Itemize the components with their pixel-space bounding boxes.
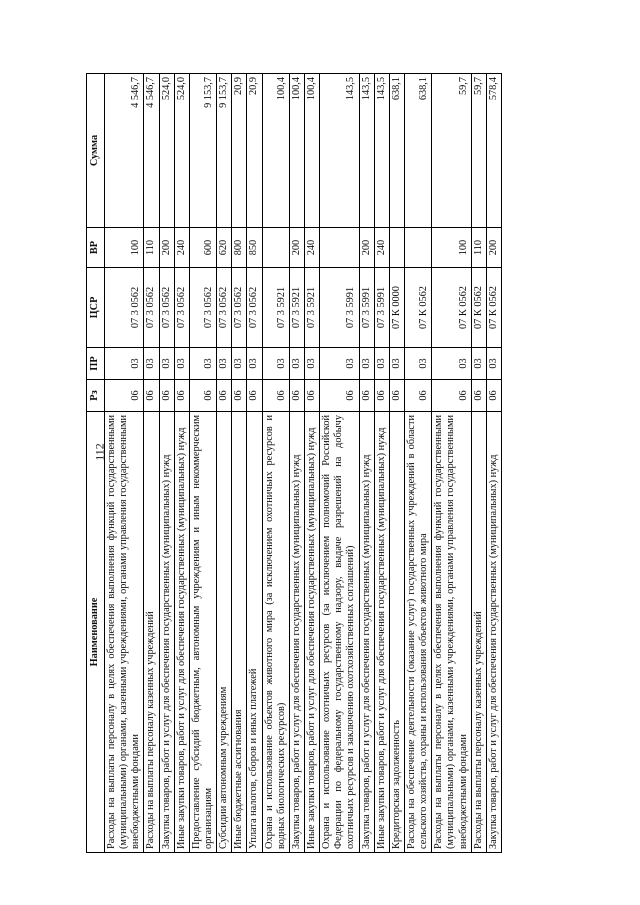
table-container xyxy=(86,74,559,853)
cell-rz: 06 xyxy=(262,380,289,412)
table-row xyxy=(189,74,216,853)
cell-pr: 03 xyxy=(262,348,289,380)
cell-rz: 06 xyxy=(304,380,319,412)
table-body xyxy=(105,74,502,853)
table-row xyxy=(105,74,144,853)
cell-pr: 03 xyxy=(189,348,216,380)
header-pr: ПР xyxy=(87,348,105,380)
cell-vr: 110 xyxy=(471,228,486,268)
cell-name: Предоставление субсидий бюджетным, автономным учреждениям и иным некоммерческим организациям xyxy=(189,412,216,853)
cell-vr: 240 xyxy=(374,228,389,268)
table-row xyxy=(217,74,232,853)
cell-rz: 06 xyxy=(320,380,359,412)
table-row xyxy=(159,74,174,853)
cell-name: Иные закупки товаров, работ и услуг для обеспечения государственных (муниципальных) нужд xyxy=(374,412,389,853)
cell-rz: 06 xyxy=(105,380,144,412)
cell-rz: 06 xyxy=(174,380,189,412)
cell-csr: 07 3 5991 xyxy=(320,268,359,348)
table-row xyxy=(144,74,159,853)
cell-name: Закупка товаров, работ и услуг для обеспечения государственных (муниципальных) нужд xyxy=(359,412,374,853)
cell-sum: 4 546,7 xyxy=(105,74,144,228)
cell-rz: 06 xyxy=(159,380,174,412)
cell-rz: 06 xyxy=(389,380,404,412)
cell-pr: 03 xyxy=(174,348,189,380)
cell-csr: 07 3 0562 xyxy=(159,268,174,348)
cell-name: Расходы на выплаты персоналу казенных учреждений xyxy=(144,412,159,853)
cell-pr: 03 xyxy=(159,348,174,380)
cell-pr: 03 xyxy=(486,348,501,380)
cell-rz: 06 xyxy=(189,380,216,412)
cell-sum: 20,9 xyxy=(247,74,262,228)
page-number: 112 xyxy=(92,443,107,461)
cell-vr xyxy=(320,228,359,268)
cell-name: Охрана и использование объектов животного мира (за исключением охотничьих ресурсов и водных биологических ресурсов) xyxy=(262,412,289,853)
cell-pr: 03 xyxy=(471,348,486,380)
cell-sum: 638,1 xyxy=(404,74,431,228)
cell-vr: 200 xyxy=(159,228,174,268)
cell-csr: 07 3 0562 xyxy=(189,268,216,348)
cell-name: Расходы на обеспечение деятельности (оказание услуг) государственных учреждений в области сельского хозяйства, охраны и использования объектов животного мира xyxy=(404,412,431,853)
cell-csr: 07 3 5921 xyxy=(262,268,289,348)
cell-rz: 06 xyxy=(144,380,159,412)
cell-rz: 06 xyxy=(471,380,486,412)
cell-name: Охрана и использование охотничьих ресурсов (за исключением полномочий Российской Федерации по федеральному государственному надзору, выдаче разрешений на добычу охотничьих ресурсов и заключению охотхозяйственных соглашений) xyxy=(320,412,359,853)
cell-vr: 100 xyxy=(105,228,144,268)
cell-pr: 03 xyxy=(404,348,431,380)
cell-pr: 03 xyxy=(359,348,374,380)
cell-csr: 07 К 0562 xyxy=(486,268,501,348)
cell-vr: 200 xyxy=(486,228,501,268)
cell-rz: 06 xyxy=(486,380,501,412)
table-row xyxy=(247,74,262,853)
cell-csr: 07 К 0562 xyxy=(404,268,431,348)
cell-csr: 07 3 0562 xyxy=(105,268,144,348)
header-name: Наименование xyxy=(87,412,105,853)
cell-name: Расходы на выплаты персоналу казенных учреждений xyxy=(471,412,486,853)
cell-pr: 03 xyxy=(432,348,471,380)
cell-name: Иные закупки товаров, работ и услуг для обеспечения государственных (муниципальных) нужд xyxy=(304,412,319,853)
cell-pr: 03 xyxy=(144,348,159,380)
cell-vr: 600 xyxy=(189,228,216,268)
table-row xyxy=(432,74,471,853)
cell-rz: 06 xyxy=(232,380,247,412)
cell-sum: 524,0 xyxy=(174,74,189,228)
cell-vr xyxy=(262,228,289,268)
cell-sum: 143,5 xyxy=(320,74,359,228)
table-row xyxy=(174,74,189,853)
table-row xyxy=(262,74,289,853)
cell-sum: 143,5 xyxy=(374,74,389,228)
cell-name: Иные закупки товаров, работ и услуг для обеспечения государственных (муниципальных) нужд xyxy=(174,412,189,853)
table-row xyxy=(289,74,304,853)
cell-rz: 06 xyxy=(247,380,262,412)
cell-csr: 07 3 5991 xyxy=(374,268,389,348)
header-vr: ВР xyxy=(87,228,105,268)
cell-name: Закупка товаров, работ и услуг для обеспечения государственных (муниципальных) нужд xyxy=(159,412,174,853)
cell-sum: 100,4 xyxy=(289,74,304,228)
cell-vr: 620 xyxy=(217,228,232,268)
cell-vr xyxy=(389,228,404,268)
cell-csr: 07 3 5921 xyxy=(289,268,304,348)
cell-csr: 07 3 0562 xyxy=(217,268,232,348)
cell-csr: 07 3 5921 xyxy=(304,268,319,348)
cell-sum: 143,5 xyxy=(359,74,374,228)
cell-name: Кредиторская задолженность xyxy=(389,412,404,853)
cell-sum: 9 153,7 xyxy=(189,74,216,228)
cell-pr: 03 xyxy=(389,348,404,380)
cell-sum: 59,7 xyxy=(471,74,486,228)
cell-csr: 07 К 0000 xyxy=(389,268,404,348)
cell-name: Закупка товаров, работ и услуг для обеспечения государственных (муниципальных) нужд xyxy=(289,412,304,853)
table-row xyxy=(304,74,319,853)
cell-vr: 850 xyxy=(247,228,262,268)
cell-vr: 200 xyxy=(289,228,304,268)
table-row xyxy=(404,74,431,853)
cell-rz: 06 xyxy=(404,380,431,412)
cell-sum: 100,4 xyxy=(262,74,289,228)
cell-sum: 4 546,7 xyxy=(144,74,159,228)
cell-csr: 07 К 0562 xyxy=(471,268,486,348)
cell-rz: 06 xyxy=(432,380,471,412)
cell-sum: 638,1 xyxy=(389,74,404,228)
cell-rz: 06 xyxy=(359,380,374,412)
cell-sum: 100,4 xyxy=(304,74,319,228)
cell-sum: 20,9 xyxy=(232,74,247,228)
cell-vr: 200 xyxy=(359,228,374,268)
cell-vr: 800 xyxy=(232,228,247,268)
cell-sum: 9 153,7 xyxy=(217,74,232,228)
cell-csr: 07 3 0562 xyxy=(144,268,159,348)
table-row xyxy=(471,74,486,853)
cell-pr: 03 xyxy=(217,348,232,380)
cell-pr: 03 xyxy=(320,348,359,380)
budget-table xyxy=(86,73,502,853)
cell-csr: 07 3 0562 xyxy=(247,268,262,348)
cell-pr: 03 xyxy=(374,348,389,380)
cell-name: Уплата налогов, сборов и иных платежей xyxy=(247,412,262,853)
header-sum: Сумма xyxy=(87,74,105,228)
cell-csr: 07 3 5991 xyxy=(359,268,374,348)
cell-rz: 06 xyxy=(374,380,389,412)
cell-vr xyxy=(404,228,431,268)
cell-rz: 06 xyxy=(217,380,232,412)
cell-sum: 59,7 xyxy=(432,74,471,228)
header-csr: ЦСР xyxy=(87,268,105,348)
cell-name: Расходы на выплаты персоналу в целях обеспечения выполнения функций государственными (муниципальными) органами, казенными учреждениями, органами управления государственными внебюджетными фондами xyxy=(432,412,471,853)
header-rz: Рз xyxy=(87,380,105,412)
cell-name: Расходы на выплаты персоналу в целях обеспечения выполнения функций государственными (муниципальными) органами, казенными учреждениями, органами управления государственными внебюджетными фондами xyxy=(105,412,144,853)
cell-rz: 06 xyxy=(289,380,304,412)
cell-vr: 240 xyxy=(304,228,319,268)
cell-pr: 03 xyxy=(289,348,304,380)
cell-sum: 524,0 xyxy=(159,74,174,228)
cell-sum: 578,4 xyxy=(486,74,501,228)
cell-name: Субсидии автономным учреждениям xyxy=(217,412,232,853)
cell-csr: 07 3 0562 xyxy=(174,268,189,348)
cell-vr: 240 xyxy=(174,228,189,268)
cell-vr: 110 xyxy=(144,228,159,268)
table-row xyxy=(486,74,501,853)
table-row xyxy=(389,74,404,853)
cell-csr: 07 К 0562 xyxy=(432,268,471,348)
cell-name: Закупка товаров, работ и услуг для обеспечения государственных (муниципальных) нужд xyxy=(486,412,501,853)
table-row xyxy=(320,74,359,853)
cell-pr: 03 xyxy=(247,348,262,380)
cell-csr: 07 3 0562 xyxy=(232,268,247,348)
table-row xyxy=(374,74,389,853)
table-header-row xyxy=(87,74,105,853)
rotated-table xyxy=(86,74,559,853)
cell-pr: 03 xyxy=(304,348,319,380)
cell-name: Иные бюджетные ассигнования xyxy=(232,412,247,853)
table-row xyxy=(232,74,247,853)
cell-vr: 100 xyxy=(432,228,471,268)
table-row xyxy=(359,74,374,853)
cell-pr: 03 xyxy=(232,348,247,380)
cell-pr: 03 xyxy=(105,348,144,380)
